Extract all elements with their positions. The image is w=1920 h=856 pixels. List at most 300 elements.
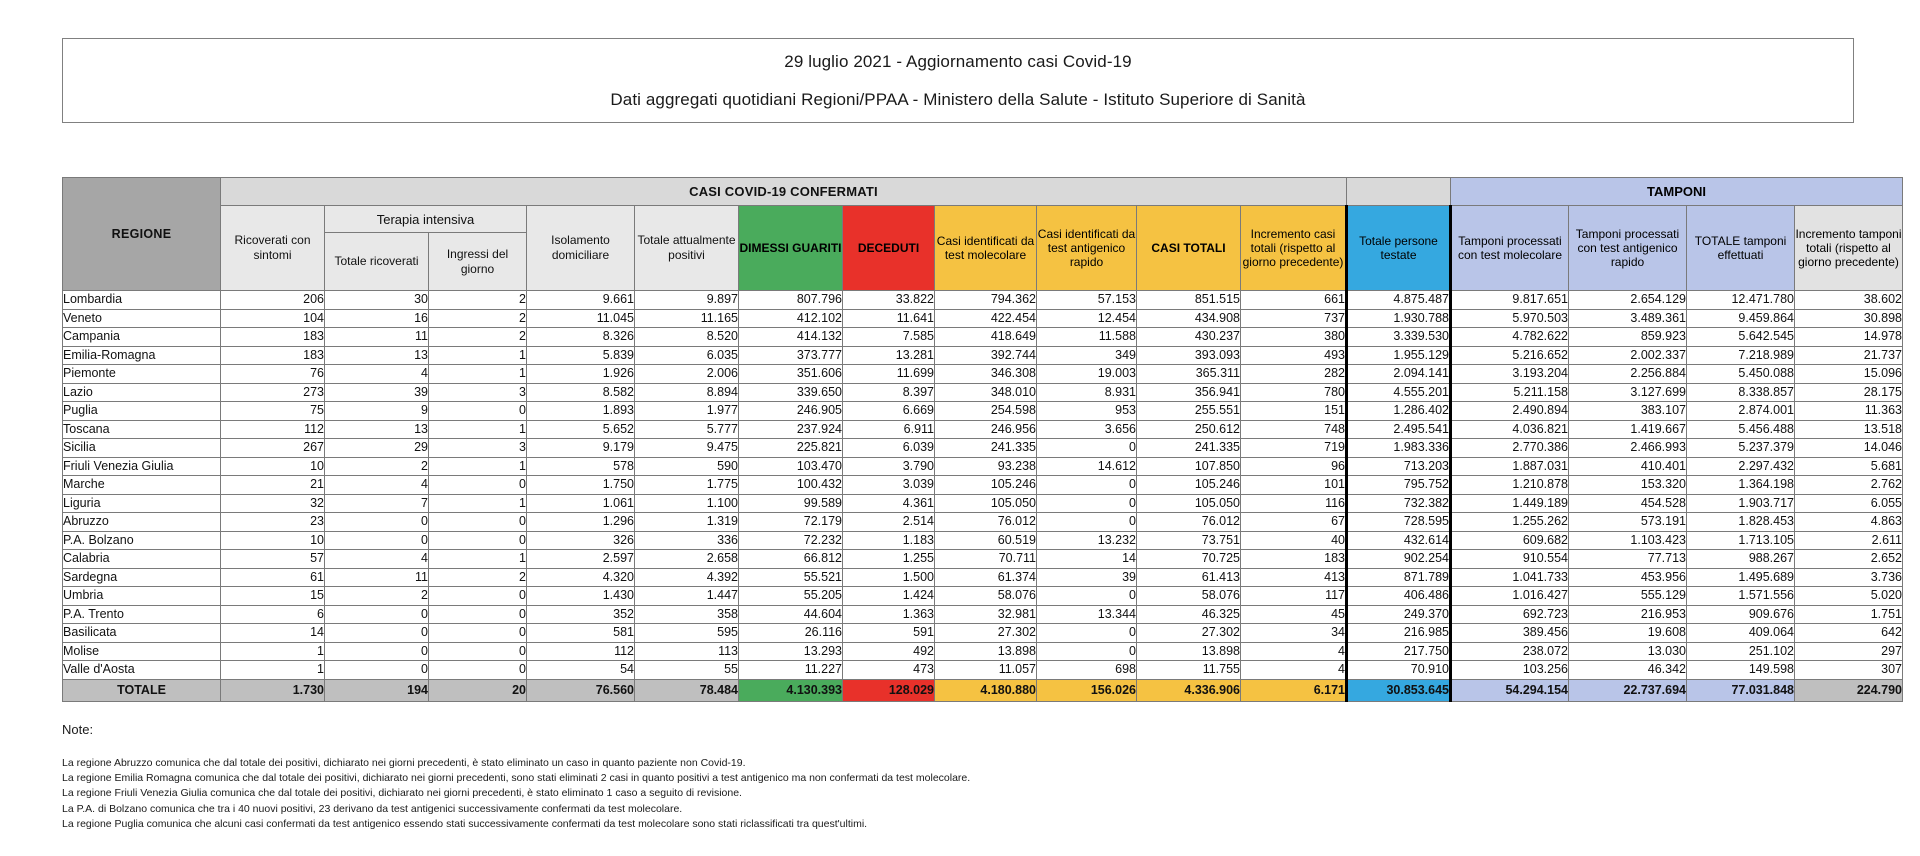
cell-tamponi-molecolare: 389.456 — [1451, 624, 1569, 643]
cell-deceduti: 6.669 — [843, 402, 935, 421]
cell-antigenico: 698 — [1037, 661, 1137, 680]
cell-casi-totali: 393.093 — [1137, 346, 1241, 365]
cell-tamponi-molecolare: 3.193.204 — [1451, 365, 1569, 384]
cell-attualmente-positivi: 55 — [635, 661, 739, 680]
cell-antigenico: 0 — [1037, 624, 1137, 643]
row-region-name: Calabria — [63, 550, 221, 569]
cell-ricoverati-sintomi: 1 — [221, 642, 325, 661]
cell-molecolare: 61.374 — [935, 568, 1037, 587]
column-header-tamponi-antigenico: Tamponi processati con test antigenico rapido — [1569, 206, 1687, 291]
cell-deceduti: 6.911 — [843, 420, 935, 439]
cell-totale-ricoverati: 2 — [325, 457, 429, 476]
cell-incremento-tamponi: 14.978 — [1795, 328, 1903, 347]
column-header-isolamento-domiciliare: Isolamento domiciliare — [527, 206, 635, 291]
cell-molecolare: 58.076 — [935, 587, 1037, 606]
cell-tamponi-molecolare: 1.449.189 — [1451, 494, 1569, 513]
cell-ingressi-giorno: 0 — [429, 513, 527, 532]
cell-ricoverati-sintomi: 75 — [221, 402, 325, 421]
cell-deceduti: 591 — [843, 624, 935, 643]
cell-ingressi-giorno: 1 — [429, 550, 527, 569]
cell-persone-testate: 1.930.788 — [1347, 309, 1451, 328]
total-cell-tamponi-molecolare: 54.294.154 — [1451, 679, 1569, 701]
total-cell-incremento-tamponi: 224.790 — [1795, 679, 1903, 701]
cell-molecolare: 246.956 — [935, 420, 1037, 439]
cell-incremento-tamponi: 13.518 — [1795, 420, 1903, 439]
cell-tamponi-totale: 9.459.864 — [1687, 309, 1795, 328]
cell-deceduti: 3.039 — [843, 476, 935, 495]
cell-isolamento: 1.061 — [527, 494, 635, 513]
cell-tamponi-antigenico: 2.002.337 — [1569, 346, 1687, 365]
cell-tamponi-antigenico: 13.030 — [1569, 642, 1687, 661]
cell-molecolare: 254.598 — [935, 402, 1037, 421]
cell-tamponi-antigenico: 77.713 — [1569, 550, 1687, 569]
cell-antigenico: 0 — [1037, 494, 1137, 513]
header-row-terapia-intensiva — [63, 206, 1903, 233]
cell-attualmente-positivi: 113 — [635, 642, 739, 661]
column-header-casi-test-molecolare: Casi identificati da test molecolare — [935, 206, 1037, 291]
cell-antigenico: 0 — [1037, 476, 1137, 495]
cell-attualmente-positivi: 8.520 — [635, 328, 739, 347]
cell-isolamento: 4.320 — [527, 568, 635, 587]
cell-totale-ricoverati: 0 — [325, 513, 429, 532]
cell-tamponi-totale: 2.874.001 — [1687, 402, 1795, 421]
header-row-groups — [63, 178, 1903, 206]
table-row — [63, 476, 1903, 495]
cell-tamponi-antigenico: 453.956 — [1569, 568, 1687, 587]
cell-deceduti: 11.641 — [843, 309, 935, 328]
cell-isolamento: 8.326 — [527, 328, 635, 347]
cell-persone-testate: 2.495.541 — [1347, 420, 1451, 439]
cell-tamponi-antigenico: 3.127.699 — [1569, 383, 1687, 402]
cell-isolamento: 54 — [527, 661, 635, 680]
cell-ingressi-giorno: 1 — [429, 420, 527, 439]
table-row — [63, 365, 1903, 384]
cell-deceduti: 1.255 — [843, 550, 935, 569]
cell-dimessi: 339.650 — [739, 383, 843, 402]
cell-tamponi-totale: 2.297.432 — [1687, 457, 1795, 476]
cell-totale-ricoverati: 7 — [325, 494, 429, 513]
row-region-name: Umbria — [63, 587, 221, 606]
table-row — [63, 328, 1903, 347]
group-header-casi-confermati: CASI COVID-19 CONFERMATI — [221, 178, 1347, 206]
cell-tamponi-molecolare: 5.970.503 — [1451, 309, 1569, 328]
table-row — [63, 494, 1903, 513]
cell-isolamento: 578 — [527, 457, 635, 476]
cell-incremento-casi: 748 — [1241, 420, 1347, 439]
cell-incremento-tamponi: 642 — [1795, 624, 1903, 643]
cell-casi-totali: 356.941 — [1137, 383, 1241, 402]
cell-tamponi-antigenico: 153.320 — [1569, 476, 1687, 495]
cell-incremento-tamponi: 6.055 — [1795, 494, 1903, 513]
cell-casi-totali: 105.050 — [1137, 494, 1241, 513]
cell-deceduti: 4.361 — [843, 494, 935, 513]
row-region-name: Liguria — [63, 494, 221, 513]
cell-tamponi-totale: 1.364.198 — [1687, 476, 1795, 495]
cell-incremento-casi: 34 — [1241, 624, 1347, 643]
cell-molecolare: 60.519 — [935, 531, 1037, 550]
row-region-name: Lazio — [63, 383, 221, 402]
column-header-totale-ricoverati: Totale ricoverati — [325, 233, 429, 291]
cell-tamponi-molecolare: 9.817.651 — [1451, 291, 1569, 310]
cell-incremento-casi: 719 — [1241, 439, 1347, 458]
cell-incremento-tamponi: 2.611 — [1795, 531, 1903, 550]
cell-tamponi-antigenico: 19.608 — [1569, 624, 1687, 643]
cell-tamponi-totale: 1.495.689 — [1687, 568, 1795, 587]
cell-antigenico: 12.454 — [1037, 309, 1137, 328]
cell-ricoverati-sintomi: 14 — [221, 624, 325, 643]
table-row — [63, 402, 1903, 421]
cell-isolamento: 9.661 — [527, 291, 635, 310]
cell-ingressi-giorno: 3 — [429, 439, 527, 458]
cell-tamponi-antigenico: 573.191 — [1569, 513, 1687, 532]
table-row — [63, 291, 1903, 310]
row-region-name: Sardegna — [63, 568, 221, 587]
cell-persone-testate: 406.486 — [1347, 587, 1451, 606]
cell-persone-testate: 1.955.129 — [1347, 346, 1451, 365]
cell-dimessi: 412.102 — [739, 309, 843, 328]
cell-tamponi-antigenico: 859.923 — [1569, 328, 1687, 347]
cell-attualmente-positivi: 336 — [635, 531, 739, 550]
cell-persone-testate: 70.910 — [1347, 661, 1451, 680]
column-header-tamponi-molecolare: Tamponi processati con test molecolare — [1451, 206, 1569, 291]
cell-tamponi-totale: 409.064 — [1687, 624, 1795, 643]
cell-dimessi: 99.589 — [739, 494, 843, 513]
cell-deceduti: 1.363 — [843, 605, 935, 624]
cell-tamponi-molecolare: 5.216.652 — [1451, 346, 1569, 365]
total-cell-persone-testate: 30.853.645 — [1347, 679, 1451, 701]
cell-casi-totali: 241.335 — [1137, 439, 1241, 458]
cell-deceduti: 2.514 — [843, 513, 935, 532]
table-total-row — [63, 679, 1903, 701]
cell-isolamento: 5.839 — [527, 346, 635, 365]
total-cell-deceduti: 128.029 — [843, 679, 935, 701]
table-row — [63, 439, 1903, 458]
cell-tamponi-totale: 5.642.545 — [1687, 328, 1795, 347]
cell-tamponi-molecolare: 5.211.158 — [1451, 383, 1569, 402]
cell-totale-ricoverati: 39 — [325, 383, 429, 402]
cell-totale-ricoverati: 4 — [325, 550, 429, 569]
cell-antigenico: 0 — [1037, 513, 1137, 532]
cell-incremento-tamponi: 5.681 — [1795, 457, 1903, 476]
covid-table-container — [62, 177, 1903, 702]
cell-isolamento: 352 — [527, 605, 635, 624]
cell-tamponi-antigenico: 555.129 — [1569, 587, 1687, 606]
column-header-casi-test-antigenico: Casi identificati da test antigenico rapido — [1037, 206, 1137, 291]
cell-incremento-casi: 151 — [1241, 402, 1347, 421]
cell-incremento-tamponi: 307 — [1795, 661, 1903, 680]
cell-tamponi-antigenico: 46.342 — [1569, 661, 1687, 680]
cell-totale-ricoverati: 29 — [325, 439, 429, 458]
column-header-totale-persone-testate: Totale persone testate — [1347, 206, 1451, 291]
cell-molecolare: 27.302 — [935, 624, 1037, 643]
cell-isolamento: 9.179 — [527, 439, 635, 458]
cell-persone-testate: 249.370 — [1347, 605, 1451, 624]
total-cell-tamponi-antigenico: 22.737.694 — [1569, 679, 1687, 701]
cell-molecolare: 11.057 — [935, 661, 1037, 680]
table-row — [63, 346, 1903, 365]
row-region-name: Puglia — [63, 402, 221, 421]
cell-tamponi-totale: 909.676 — [1687, 605, 1795, 624]
cell-isolamento: 5.652 — [527, 420, 635, 439]
cell-tamponi-molecolare: 238.072 — [1451, 642, 1569, 661]
cell-attualmente-positivi: 590 — [635, 457, 739, 476]
note-item: La regione Puglia comunica che alcuni casi confermati da test antigenico essendo stati successivamente confermati da test molecolare sono stati riclassificati tra quest'ultimi. — [62, 817, 868, 830]
cell-persone-testate: 1.286.402 — [1347, 402, 1451, 421]
cell-incremento-casi: 380 — [1241, 328, 1347, 347]
cell-antigenico: 57.153 — [1037, 291, 1137, 310]
notes-section — [62, 722, 1562, 832]
cell-antigenico: 0 — [1037, 642, 1137, 661]
row-region-name: Molise — [63, 642, 221, 661]
cell-persone-testate: 432.614 — [1347, 531, 1451, 550]
cell-deceduti: 33.822 — [843, 291, 935, 310]
cell-incremento-casi: 40 — [1241, 531, 1347, 550]
cell-incremento-tamponi: 21.737 — [1795, 346, 1903, 365]
cell-ingressi-giorno: 0 — [429, 642, 527, 661]
column-header-dimessi-guariti: DIMESSI GUARITI — [739, 206, 843, 291]
cell-tamponi-antigenico: 2.466.993 — [1569, 439, 1687, 458]
cell-incremento-casi: 4 — [1241, 642, 1347, 661]
cell-isolamento: 1.750 — [527, 476, 635, 495]
group-header-terapia-intensiva: Terapia intensiva — [325, 206, 527, 233]
cell-deceduti: 3.790 — [843, 457, 935, 476]
cell-incremento-casi: 413 — [1241, 568, 1347, 587]
cell-ingressi-giorno: 1 — [429, 346, 527, 365]
group-header-spacer — [1347, 178, 1451, 206]
cell-dimessi: 225.821 — [739, 439, 843, 458]
cell-molecolare: 105.050 — [935, 494, 1037, 513]
cell-dimessi: 237.924 — [739, 420, 843, 439]
cell-attualmente-positivi: 8.894 — [635, 383, 739, 402]
table-row — [63, 605, 1903, 624]
cell-antigenico: 19.003 — [1037, 365, 1137, 384]
cell-dimessi: 44.604 — [739, 605, 843, 624]
cell-casi-totali: 70.725 — [1137, 550, 1241, 569]
notes-list — [62, 756, 1562, 831]
cell-attualmente-positivi: 5.777 — [635, 420, 739, 439]
cell-attualmente-positivi: 4.392 — [635, 568, 739, 587]
cell-persone-testate: 732.382 — [1347, 494, 1451, 513]
cell-tamponi-molecolare: 1.041.733 — [1451, 568, 1569, 587]
cell-tamponi-totale: 1.828.453 — [1687, 513, 1795, 532]
cell-molecolare: 93.238 — [935, 457, 1037, 476]
cell-incremento-casi: 96 — [1241, 457, 1347, 476]
cell-antigenico: 0 — [1037, 587, 1137, 606]
total-cell-attualmente-positivi: 78.484 — [635, 679, 739, 701]
cell-casi-totali: 11.755 — [1137, 661, 1241, 680]
cell-tamponi-molecolare: 1.255.262 — [1451, 513, 1569, 532]
row-region-name: Basilicata — [63, 624, 221, 643]
cell-totale-ricoverati: 13 — [325, 346, 429, 365]
total-cell-ingressi-giorno: 20 — [429, 679, 527, 701]
cell-tamponi-antigenico: 2.654.129 — [1569, 291, 1687, 310]
total-cell-isolamento: 76.560 — [527, 679, 635, 701]
total-cell-tamponi-totale: 77.031.848 — [1687, 679, 1795, 701]
cell-ingressi-giorno: 2 — [429, 328, 527, 347]
cell-attualmente-positivi: 2.006 — [635, 365, 739, 384]
table-row — [63, 550, 1903, 569]
table-row — [63, 309, 1903, 328]
cell-tamponi-antigenico: 1.419.667 — [1569, 420, 1687, 439]
cell-persone-testate: 871.789 — [1347, 568, 1451, 587]
cell-incremento-tamponi: 11.363 — [1795, 402, 1903, 421]
cell-deceduti: 8.397 — [843, 383, 935, 402]
cell-ricoverati-sintomi: 57 — [221, 550, 325, 569]
cell-tamponi-antigenico: 216.953 — [1569, 605, 1687, 624]
cell-attualmente-positivi: 1.100 — [635, 494, 739, 513]
cell-tamponi-totale: 5.456.488 — [1687, 420, 1795, 439]
cell-dimessi: 66.812 — [739, 550, 843, 569]
total-cell-dimessi: 4.130.393 — [739, 679, 843, 701]
cell-incremento-tamponi: 38.602 — [1795, 291, 1903, 310]
column-header-totale-tamponi: TOTALE tamponi effettuati — [1687, 206, 1795, 291]
note-item: La P.A. di Bolzano comunica che tra i 40 nuovi positivi, 23 derivano da test antigenici successivamente confermati da test molecolare. — [62, 802, 683, 815]
cell-tamponi-totale: 149.598 — [1687, 661, 1795, 680]
cell-incremento-casi: 101 — [1241, 476, 1347, 495]
cell-casi-totali: 13.898 — [1137, 642, 1241, 661]
cell-ingressi-giorno: 1 — [429, 365, 527, 384]
column-header-regione: REGIONE — [63, 178, 221, 291]
cell-deceduti: 11.699 — [843, 365, 935, 384]
total-row-label: TOTALE — [63, 679, 221, 701]
cell-molecolare: 241.335 — [935, 439, 1037, 458]
cell-isolamento: 8.582 — [527, 383, 635, 402]
report-date-title: 29 luglio 2021 - Aggiornamento casi Covid-19 — [784, 51, 1132, 71]
cell-incremento-casi: 661 — [1241, 291, 1347, 310]
cell-casi-totali: 365.311 — [1137, 365, 1241, 384]
cell-molecolare: 794.362 — [935, 291, 1037, 310]
cell-deceduti: 473 — [843, 661, 935, 680]
cell-persone-testate: 728.595 — [1347, 513, 1451, 532]
cell-ricoverati-sintomi: 206 — [221, 291, 325, 310]
cell-ingressi-giorno: 0 — [429, 587, 527, 606]
cell-ricoverati-sintomi: 10 — [221, 457, 325, 476]
cell-casi-totali: 430.237 — [1137, 328, 1241, 347]
cell-attualmente-positivi: 2.658 — [635, 550, 739, 569]
cell-antigenico: 953 — [1037, 402, 1137, 421]
cell-casi-totali: 107.850 — [1137, 457, 1241, 476]
row-region-name: Emilia-Romagna — [63, 346, 221, 365]
row-region-name: Piemonte — [63, 365, 221, 384]
cell-incremento-tamponi: 14.046 — [1795, 439, 1903, 458]
cell-tamponi-totale: 5.237.379 — [1687, 439, 1795, 458]
cell-antigenico: 13.232 — [1037, 531, 1137, 550]
cell-ricoverati-sintomi: 1 — [221, 661, 325, 680]
cell-isolamento: 1.893 — [527, 402, 635, 421]
table-body — [63, 291, 1903, 702]
row-region-name: Lombardia — [63, 291, 221, 310]
cell-tamponi-totale: 988.267 — [1687, 550, 1795, 569]
row-region-name: Sicilia — [63, 439, 221, 458]
cell-totale-ricoverati: 0 — [325, 624, 429, 643]
cell-ingressi-giorno: 2 — [429, 291, 527, 310]
cell-attualmente-positivi: 595 — [635, 624, 739, 643]
cell-totale-ricoverati: 13 — [325, 420, 429, 439]
cell-molecolare: 105.246 — [935, 476, 1037, 495]
cell-molecolare: 346.308 — [935, 365, 1037, 384]
cell-incremento-tamponi: 5.020 — [1795, 587, 1903, 606]
cell-tamponi-antigenico: 3.489.361 — [1569, 309, 1687, 328]
row-region-name: Veneto — [63, 309, 221, 328]
cell-dimessi: 807.796 — [739, 291, 843, 310]
cell-casi-totali: 255.551 — [1137, 402, 1241, 421]
table-header — [63, 178, 1903, 291]
cell-totale-ricoverati: 9 — [325, 402, 429, 421]
cell-tamponi-totale: 5.450.088 — [1687, 365, 1795, 384]
cell-antigenico: 13.344 — [1037, 605, 1137, 624]
cell-molecolare: 70.711 — [935, 550, 1037, 569]
cell-molecolare: 32.981 — [935, 605, 1037, 624]
cell-casi-totali: 58.076 — [1137, 587, 1241, 606]
cell-ricoverati-sintomi: 112 — [221, 420, 325, 439]
cell-tamponi-totale: 251.102 — [1687, 642, 1795, 661]
cell-attualmente-positivi: 1.977 — [635, 402, 739, 421]
table-row — [63, 513, 1903, 532]
cell-ricoverati-sintomi: 32 — [221, 494, 325, 513]
note-item: La regione Friuli Venezia Giulia comunica che dal totale dei positivi, dichiarato nei giorni precedenti, è stato eliminato 1 caso a seguito di revisione. — [62, 787, 742, 800]
cell-totale-ricoverati: 11 — [325, 568, 429, 587]
cell-incremento-casi: 45 — [1241, 605, 1347, 624]
column-header-ricoverati-sintomi: Ricoverati con sintomi — [221, 206, 325, 291]
total-cell-casi-totali: 4.336.906 — [1137, 679, 1241, 701]
table-row — [63, 661, 1903, 680]
group-header-tamponi: TAMPONI — [1451, 178, 1903, 206]
cell-persone-testate: 4.875.487 — [1347, 291, 1451, 310]
cell-ricoverati-sintomi: 61 — [221, 568, 325, 587]
cell-attualmente-positivi: 1.319 — [635, 513, 739, 532]
cell-deceduti: 1.500 — [843, 568, 935, 587]
cell-persone-testate: 3.339.530 — [1347, 328, 1451, 347]
cell-tamponi-antigenico: 454.528 — [1569, 494, 1687, 513]
cell-dimessi: 373.777 — [739, 346, 843, 365]
table-row — [63, 624, 1903, 643]
cell-persone-testate: 795.752 — [1347, 476, 1451, 495]
total-cell-antigenico: 156.026 — [1037, 679, 1137, 701]
cell-dimessi: 100.432 — [739, 476, 843, 495]
cell-incremento-casi: 67 — [1241, 513, 1347, 532]
row-region-name: Friuli Venezia Giulia — [63, 457, 221, 476]
cell-incremento-casi: 780 — [1241, 383, 1347, 402]
cell-dimessi: 72.179 — [739, 513, 843, 532]
table-row — [63, 383, 1903, 402]
cell-incremento-casi: 183 — [1241, 550, 1347, 569]
column-header-deceduti: DECEDUTI — [843, 206, 935, 291]
table-row — [63, 587, 1903, 606]
cell-tamponi-molecolare: 609.682 — [1451, 531, 1569, 550]
row-region-name: Toscana — [63, 420, 221, 439]
cell-isolamento: 1.296 — [527, 513, 635, 532]
cell-casi-totali: 76.012 — [1137, 513, 1241, 532]
total-cell-molecolare: 4.180.880 — [935, 679, 1037, 701]
cell-ingressi-giorno: 3 — [429, 383, 527, 402]
cell-dimessi: 103.470 — [739, 457, 843, 476]
cell-ricoverati-sintomi: 76 — [221, 365, 325, 384]
column-header-incremento-tamponi: Incremento tamponi totali (rispetto al giorno precedente) — [1795, 206, 1903, 291]
cell-ingressi-giorno: 0 — [429, 624, 527, 643]
cell-deceduti: 7.585 — [843, 328, 935, 347]
cell-antigenico: 8.931 — [1037, 383, 1137, 402]
cell-ingressi-giorno: 0 — [429, 531, 527, 550]
cell-ingressi-giorno: 1 — [429, 457, 527, 476]
cell-molecolare: 392.744 — [935, 346, 1037, 365]
cell-dimessi: 414.132 — [739, 328, 843, 347]
cell-tamponi-molecolare: 692.723 — [1451, 605, 1569, 624]
cell-totale-ricoverati: 2 — [325, 587, 429, 606]
table-row — [63, 642, 1903, 661]
cell-tamponi-totale: 8.338.857 — [1687, 383, 1795, 402]
cell-ingressi-giorno: 2 — [429, 309, 527, 328]
cell-tamponi-molecolare: 1.016.427 — [1451, 587, 1569, 606]
